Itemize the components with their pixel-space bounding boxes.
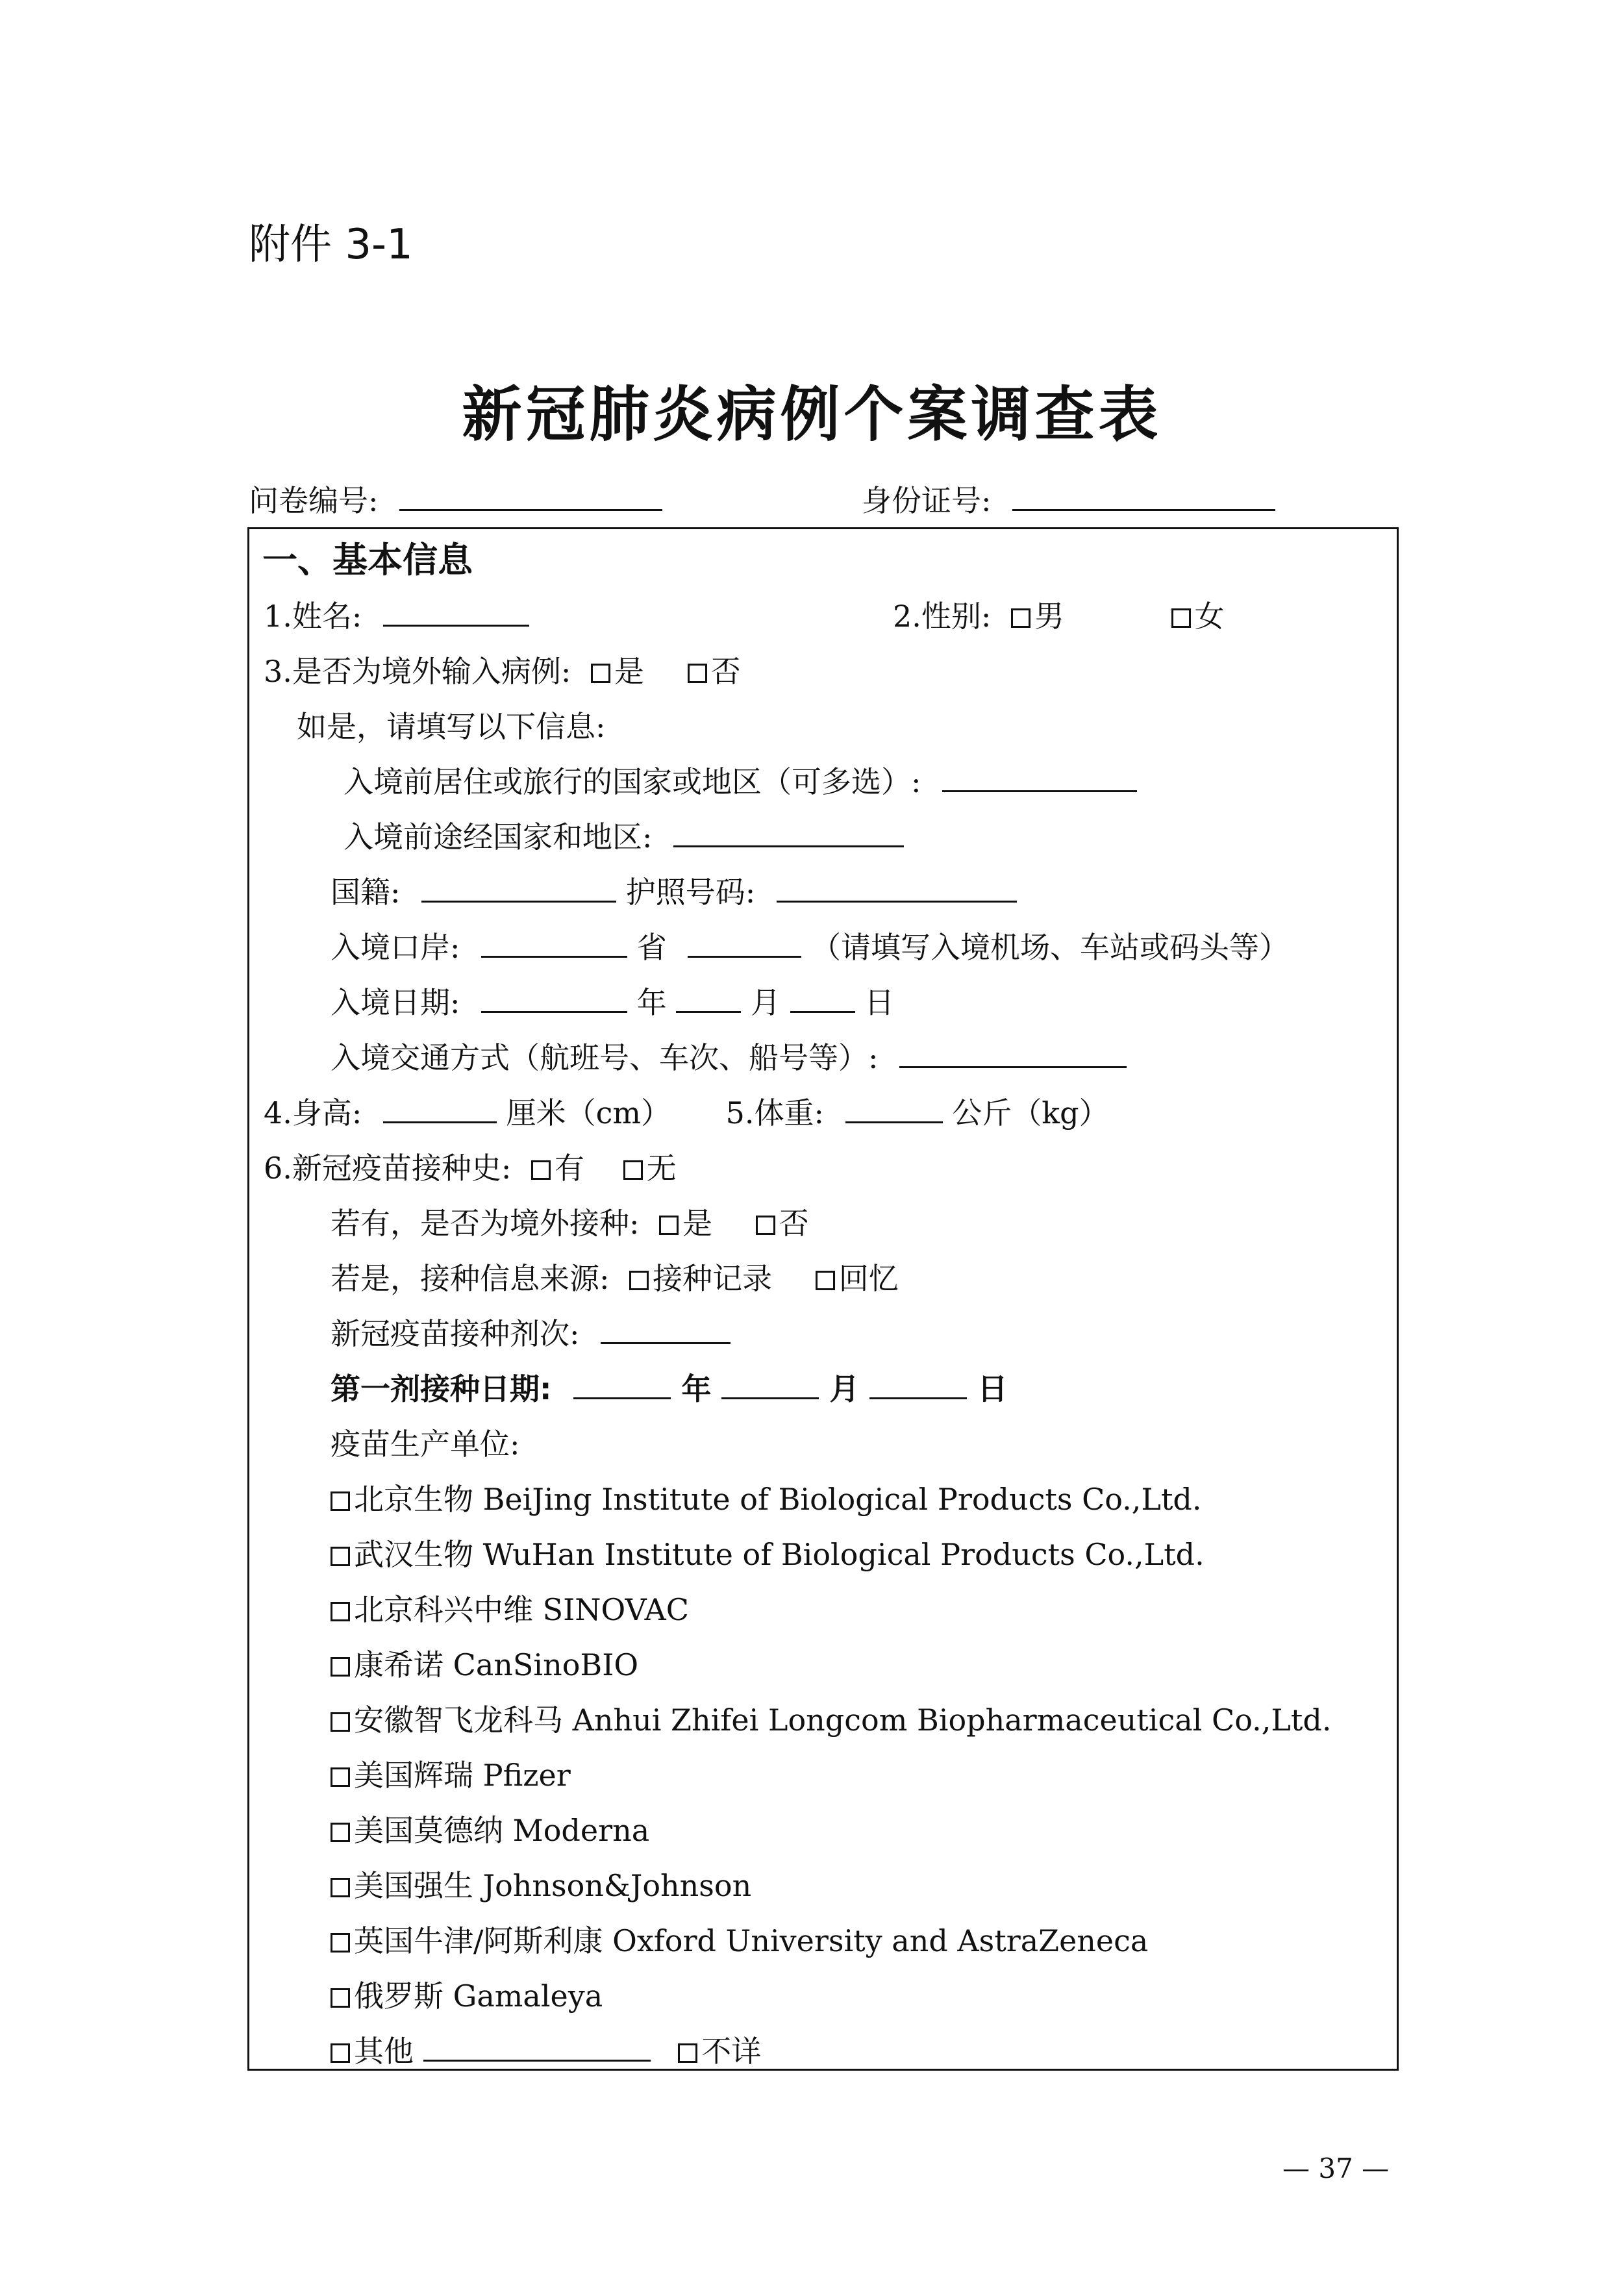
- checkbox-icon[interactable]: [331, 2043, 350, 2063]
- imported-label: 3.是否为境外输入病例:: [264, 654, 571, 689]
- checkbox-icon[interactable]: [331, 1933, 350, 1953]
- source-label: 若是，接种信息来源:: [331, 1261, 610, 1296]
- id-number-label: 身份证号:: [862, 483, 992, 518]
- vaccine-history-label: 6.新冠疫苗接种史:: [264, 1151, 512, 1186]
- checkbox-icon[interactable]: [629, 1271, 649, 1290]
- countries-before-label: 入境前居住或旅行的国家或地区（可多选）:: [344, 764, 921, 799]
- countries-before-row: [344, 755, 1137, 809]
- nationality-label: 国籍:: [331, 875, 401, 910]
- year-label: 年: [681, 1371, 712, 1406]
- vaccine-option[interactable]: 美国强生 Johnson&Johnson: [331, 1858, 751, 1913]
- abroad-yes-option[interactable]: 是: [659, 1206, 712, 1241]
- day-label: 日: [864, 985, 895, 1020]
- entry-month-field[interactable]: [676, 989, 741, 1013]
- countries-before-field[interactable]: [942, 768, 1137, 792]
- height-label: 4.身高:: [264, 1095, 362, 1130]
- checkbox-icon[interactable]: [331, 1823, 350, 1842]
- transport-row: [331, 1030, 1127, 1085]
- checkbox-icon[interactable]: [678, 2043, 697, 2063]
- transit-row: [344, 810, 904, 864]
- checkbox-icon[interactable]: [331, 1602, 350, 1621]
- transit-label: 入境前途经国家和地区:: [344, 819, 653, 855]
- questionnaire-number-label: 问卷编号:: [249, 483, 379, 518]
- height-field[interactable]: [383, 1099, 497, 1123]
- province-field[interactable]: [688, 934, 801, 958]
- vaccine-option[interactable]: 北京科兴中维 SINOVAC: [331, 1582, 689, 1637]
- checkbox-icon[interactable]: [331, 1878, 350, 1897]
- checkbox-icon[interactable]: [331, 1547, 350, 1566]
- transit-field[interactable]: [673, 823, 904, 847]
- first-dose-row: [331, 1362, 1008, 1416]
- vaccine-option[interactable]: 安徽智飞龙科马 Anhui Zhifei Longcom Biopharmaceutical Co.,Ltd.: [331, 1693, 1331, 1747]
- id-number-row: [862, 477, 1275, 520]
- day-label: 日: [977, 1371, 1008, 1406]
- vaccine-option[interactable]: 康希诺 CanSinoBIO: [331, 1638, 638, 1692]
- entry-day-field[interactable]: [790, 989, 855, 1013]
- height-unit: 厘米（cm）: [506, 1095, 671, 1130]
- month-label: 月: [751, 985, 781, 1020]
- checkbox-icon[interactable]: [1171, 608, 1191, 628]
- vaccine-option[interactable]: 北京生物 BeiJing Institute of Biological Products Co.,Ltd.: [331, 1472, 1202, 1527]
- male-option[interactable]: 男: [1011, 599, 1064, 634]
- imported-no-option[interactable]: 否: [688, 654, 741, 689]
- vaccine-none-option[interactable]: 无: [623, 1151, 677, 1186]
- name-label: 1.姓名:: [264, 599, 362, 634]
- first-dose-year-field[interactable]: [573, 1375, 671, 1399]
- passport-label: 护照号码:: [625, 875, 756, 910]
- page-number: — 37 —: [1282, 2152, 1390, 2184]
- other-row: [331, 2024, 761, 2078]
- checkbox-icon[interactable]: [331, 1767, 350, 1787]
- other-option[interactable]: 其他: [331, 2034, 414, 2069]
- weight-label: 5.体重:: [725, 1095, 825, 1130]
- weight-unit: 公斤（kg）: [952, 1095, 1109, 1130]
- gender-row: [893, 589, 1225, 643]
- source-row: [331, 1251, 899, 1306]
- source-recall-option[interactable]: 回忆: [816, 1261, 899, 1296]
- checkbox-icon[interactable]: [531, 1160, 551, 1180]
- gender-label: 2.性别:: [893, 599, 992, 634]
- weight-field[interactable]: [845, 1099, 943, 1123]
- other-field[interactable]: [423, 2038, 651, 2062]
- questionnaire-number-field[interactable]: [399, 487, 662, 511]
- doses-label: 新冠疫苗接种剂次:: [331, 1316, 580, 1351]
- abroad-no-option[interactable]: 否: [756, 1206, 809, 1241]
- port-note: （请填写入境机场、车站或码头等）: [811, 930, 1289, 965]
- checkbox-icon[interactable]: [331, 1712, 350, 1732]
- port-field[interactable]: [481, 934, 627, 958]
- nationality-row: [331, 865, 1017, 919]
- vaccine-option[interactable]: 美国莫德纳 Moderna: [331, 1803, 649, 1858]
- checkbox-icon[interactable]: [331, 1988, 350, 2008]
- doses-field[interactable]: [601, 1320, 731, 1344]
- vaccine-option[interactable]: 英国牛津/阿斯利康 Oxford University and AstraZeneca: [331, 1914, 1148, 1968]
- name-row: [264, 589, 529, 643]
- transport-label: 入境交通方式（航班号、车次、船号等）:: [331, 1040, 879, 1075]
- checkbox-icon[interactable]: [331, 1657, 350, 1677]
- id-number-field[interactable]: [1012, 487, 1275, 511]
- name-field[interactable]: [383, 603, 529, 627]
- nationality-field[interactable]: [421, 879, 616, 903]
- entry-date-row: [331, 975, 894, 1030]
- port-label: 入境口岸:: [331, 930, 460, 965]
- entry-year-field[interactable]: [481, 989, 627, 1013]
- vaccine-have-option[interactable]: 有: [531, 1151, 584, 1186]
- checkbox-icon[interactable]: [816, 1271, 835, 1290]
- if-yes-label: 如是，请填写以下信息:: [297, 709, 606, 744]
- unknown-option[interactable]: 不详: [678, 2034, 761, 2069]
- checkbox-icon[interactable]: [688, 664, 707, 683]
- height-weight-row: [264, 1086, 1109, 1140]
- abroad-row: [331, 1196, 809, 1251]
- checkbox-icon[interactable]: [756, 1216, 775, 1235]
- imported-row: [264, 644, 741, 699]
- annex-label: 附件 3-1: [249, 221, 413, 269]
- first-dose-label: 第一剂接种日期:: [331, 1371, 552, 1406]
- source-record-option[interactable]: 接种记录: [629, 1261, 772, 1296]
- manufacturer-label: 疫苗生产单位:: [331, 1427, 520, 1462]
- abroad-label: 若有，是否为境外接种:: [331, 1206, 640, 1241]
- province-label: 省: [636, 930, 667, 965]
- checkbox-icon[interactable]: [1011, 608, 1031, 628]
- section-basic-info: 一、基本信息: [262, 540, 473, 580]
- first-dose-month-field[interactable]: [721, 1375, 819, 1399]
- vaccine-option[interactable]: 美国辉瑞 Pfizer: [331, 1748, 571, 1803]
- vaccine-option[interactable]: 武汉生物 WuHan Institute of Biological Products Co.,Ltd.: [331, 1527, 1205, 1582]
- checkbox-icon[interactable]: [659, 1216, 679, 1235]
- doses-row: [331, 1306, 731, 1361]
- checkbox-icon[interactable]: [331, 1491, 350, 1511]
- imported-yes-option[interactable]: 是: [591, 654, 644, 689]
- questionnaire-number-row: [249, 477, 662, 520]
- checkbox-icon[interactable]: [591, 664, 610, 683]
- passport-field[interactable]: [777, 879, 1017, 903]
- transport-field[interactable]: [899, 1044, 1127, 1068]
- entry-date-label: 入境日期:: [331, 985, 460, 1020]
- month-label: 月: [829, 1371, 860, 1406]
- first-dose-day-field[interactable]: [869, 1375, 967, 1399]
- vaccine-history-row: [264, 1141, 677, 1195]
- page-title: 新冠肺炎病例个案调查表: [462, 380, 1162, 449]
- year-label: 年: [636, 985, 667, 1020]
- checkbox-icon[interactable]: [623, 1160, 643, 1180]
- port-row: [331, 920, 1289, 975]
- form-box: [247, 527, 1399, 2071]
- female-option[interactable]: 女: [1171, 599, 1225, 634]
- vaccine-option[interactable]: 俄罗斯 Gamaleya: [331, 1969, 603, 2023]
